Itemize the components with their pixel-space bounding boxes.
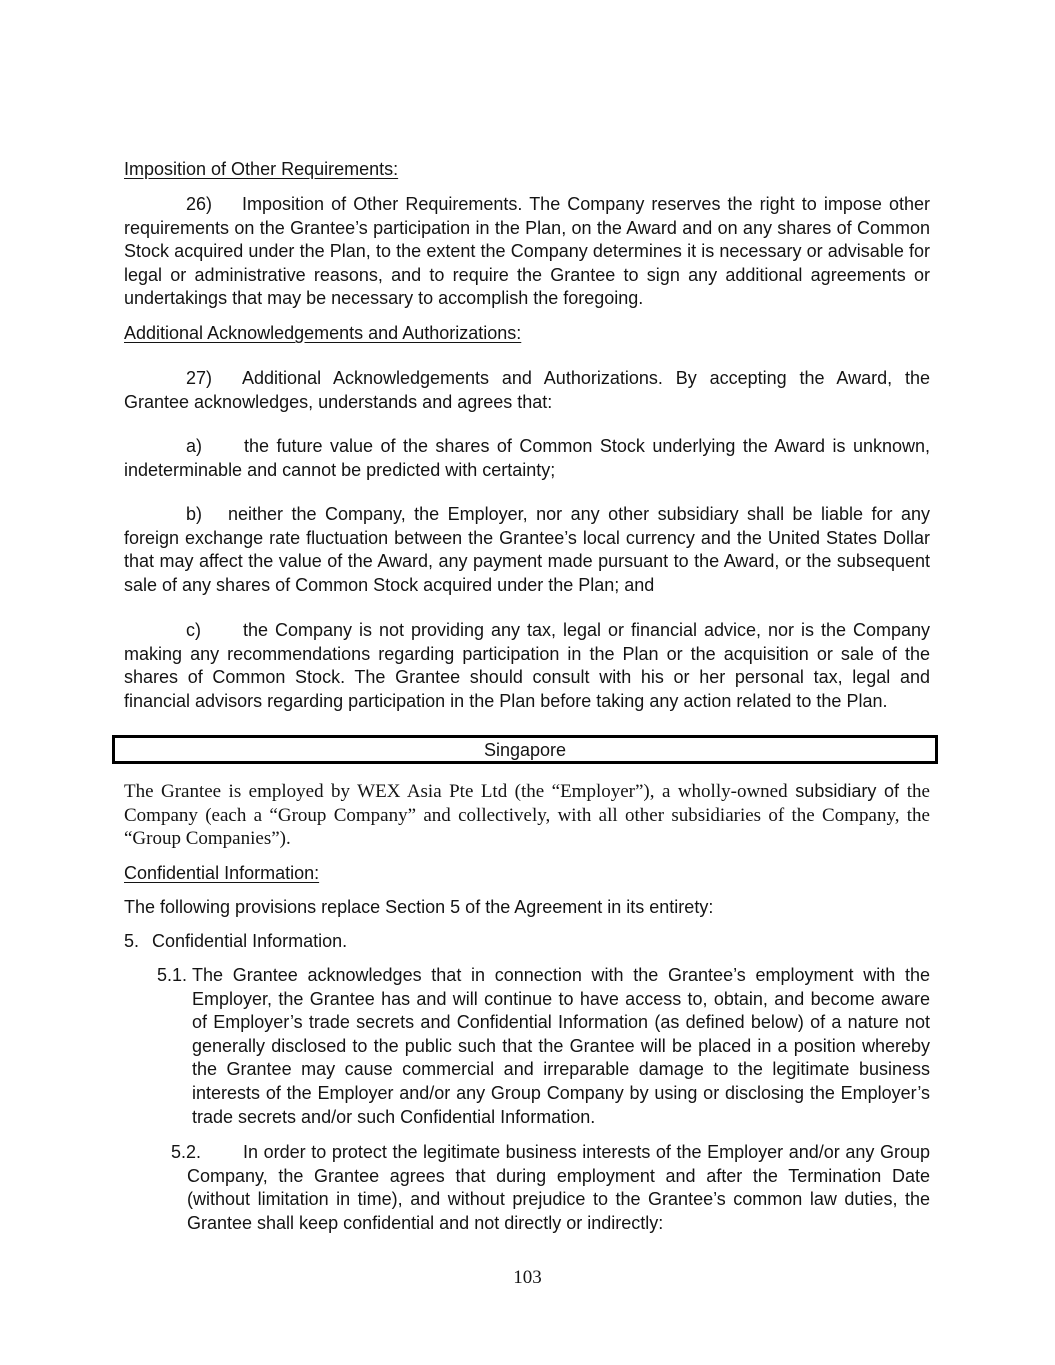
subsection-text: In order to protect the legitimate business interests of the Employer and/or any Group Company, the Grantee agrees that during employment and after the Termination Date (without limitation in time), and without prejudice to the Grantee’s common law duties, the Grantee shall keep confidential and not directly or indirectly: bbox=[187, 1142, 930, 1233]
paragraph-number: 27) bbox=[186, 368, 213, 388]
list-item-b bbox=[124, 503, 930, 597]
list-item-text: neither the Company, the Employer, nor any other subsidiary shall be liable for any foreign exchange rate fluctuation between the Grantee’s local currency and the United States Dollar that may affect the value of the Award, any payment made pursuant to the Award, or the subsequent sale of any shares of Common Stock acquired under the Plan; and bbox=[124, 504, 930, 595]
list-item-text: the Company is not providing any tax, legal or financial advice, nor is the Company making any recommendations regarding participation in the Plan or the acquisition or sale of the shares of Common Stock. The Grantee should consult with his or her personal tax, legal and financial advisors regarding participation in the Plan before taking any action related to the Plan. bbox=[124, 620, 930, 711]
intro-text-rest: the Company (each a “Group Company” and collectively, with all other subsidiaries of the Company, the “Group Companies”). bbox=[124, 781, 930, 850]
country-intro bbox=[124, 780, 930, 851]
intro-text: The Grantee is employed by WEX Asia Pte Ltd (the “Employer”), a wholly-owned bbox=[124, 781, 788, 802]
country-name: Singapore bbox=[483, 740, 567, 760]
section-label: 5. bbox=[124, 931, 140, 951]
list-item-c bbox=[124, 619, 930, 713]
list-item-a bbox=[124, 435, 930, 482]
paragraph-body: The Company reserves the right to impose other requirements on the Grantee’s participation in the Plan, on the Award and on any shares of Common Stock acquired under the Plan, to the extent the Company determines it is necessary or advisable for legal or administrative reasons, and to require the Grantee to sign any additional agreements or undertakings that may be necessary to accomplish the foregoing. bbox=[124, 194, 931, 309]
paragraph-number: 26) bbox=[186, 194, 213, 214]
section-5-title bbox=[124, 930, 930, 954]
paragraph-26 bbox=[124, 193, 930, 311]
section-heading-imposition: Imposition of Other Requirements: bbox=[124, 159, 399, 179]
section-title: Confidential Information. bbox=[152, 931, 348, 951]
section-heading-confidential: Confidential Information: bbox=[124, 863, 320, 883]
list-item-text: the future value of the shares of Common Stock underlying the Award is unknown, indeterminable and cannot be predicted with certainty; bbox=[124, 436, 930, 480]
paragraph-27 bbox=[124, 367, 930, 414]
list-item-label: a) bbox=[186, 436, 203, 456]
paragraph-title: Imposition of Other Requirements. bbox=[242, 194, 523, 214]
list-item-label: b) bbox=[186, 504, 203, 524]
intro-text-sans: subsidiary of bbox=[787, 781, 900, 801]
subsection-label-5-2: 5.2. bbox=[171, 1142, 202, 1162]
paragraph-body: By accepting the Award, the Grantee acknowledges, understands and agrees that: bbox=[124, 368, 931, 412]
country-header-box bbox=[112, 735, 938, 764]
paragraph-title: Additional Acknowledgements and Authorizations. bbox=[242, 368, 663, 388]
confidential-lead: The following provisions replace Section 5 of the Agreement in its entirety: bbox=[124, 897, 714, 917]
subsection-5-2 bbox=[171, 1141, 930, 1235]
subsection-label-5-1: 5.1. bbox=[157, 965, 188, 985]
subsection-5-1: The Grantee acknowledges that in connection with the Grantee’s employment with the Employer, the Grantee has and will continue to have access to, obtain, and become aware of Employer’s trade secrets and Confidential Information (as defined below) of a nature not generally disclosed to the public such that the Grantee will be placed in a position whereby the Grantee may cause commercial and irreparable damage to the legitimate business interests of the Employer and/or any Group Company by using or disclosing the Employer’s trade secrets and/or such Confidential Information. bbox=[192, 965, 930, 1127]
page-number: 103 bbox=[513, 1267, 542, 1288]
section-heading-acknowledgements: Additional Acknowledgements and Authorizations: bbox=[124, 323, 522, 343]
list-item-label: c) bbox=[186, 620, 201, 640]
